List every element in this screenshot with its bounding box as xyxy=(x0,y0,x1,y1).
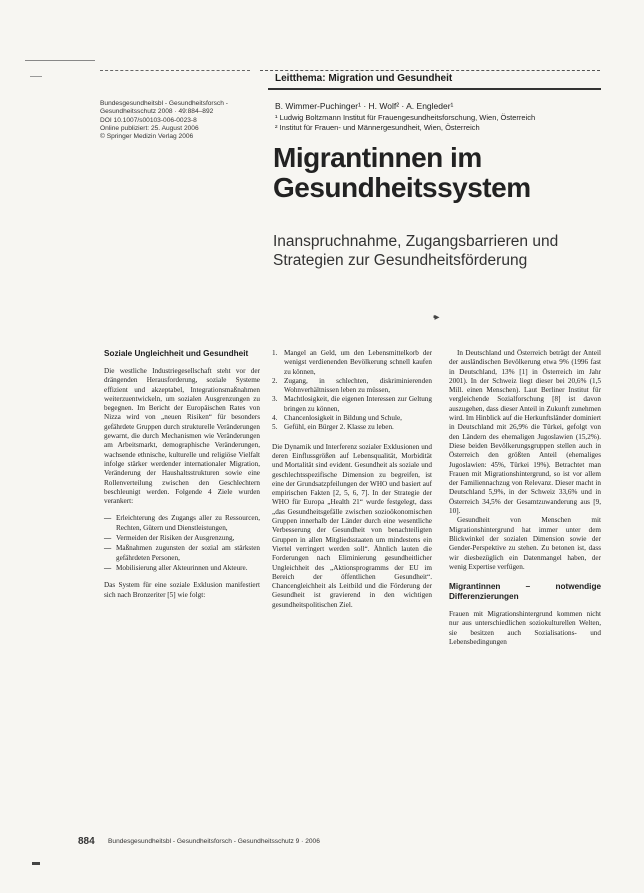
list-item: — Maßnahmen zugunsten der sozial am stärksten gefährdeten Personen, xyxy=(104,544,260,563)
list-item: 3. Machtlosigkeit, die eigenen Interessen zur Geltung bringen zu können, xyxy=(272,395,432,413)
title-line: Gesundheitssystem xyxy=(273,172,531,203)
metadata-line: DOI 10.1007/s00103-006-0023-8 xyxy=(100,116,197,124)
goal-list xyxy=(104,514,260,573)
article-title xyxy=(273,143,531,203)
footer-citation: Bundesgesundheitsbl - Gesundheitsforsch - Gesundheitsschutz 9 · 2006 xyxy=(108,838,320,845)
metadata-line: Online publiziert: 25. August 2006 xyxy=(100,124,199,132)
scan-speck: ▪▸ xyxy=(433,312,438,323)
article-subtitle xyxy=(273,232,558,270)
metadata-line: Gesundheitsschutz 2008 · 49:884–892 xyxy=(100,108,214,116)
title-line: Migrantinnen im xyxy=(273,142,482,173)
column-middle xyxy=(272,349,432,610)
list-item-text: Mangel an Geld, um den Lebensmittelkorb der wenigst verdienenden Bevölkerung schnell kaufen zu können, xyxy=(284,349,432,376)
list-item-text: Chancenlosigkeit in Bildung und Schule, xyxy=(284,414,402,423)
author-list: B. Wimmer-Puchinger¹ · H. Wolf² · A. Engleder¹ xyxy=(275,101,454,111)
list-item: 2. Zugang, in schlechten, diskriminierenden Wohnverhältnissen leben zu müssen, xyxy=(272,376,432,395)
scan-artifact-mark xyxy=(30,76,42,85)
list-item-text: Gefühl, ein Bürger 2. Klasse zu leben. xyxy=(284,423,394,432)
page-number: 884 xyxy=(78,836,95,847)
body-paragraph: Gesundheit von Menschen mit Migrationshintergrund hat immer unter dem Blickwinkel der sozialen Dimension sowie der Gender-Perspektive zu stehen. Zu betonen ist, dass wir diesbezüglich ein Datenmangel haben, der wenig Expertise verfügen. xyxy=(449,516,601,571)
header-rule-left xyxy=(100,70,250,71)
body-paragraph: Das System für eine soziale Exklusion manifestiert sich nach Bronzeriter [5] wie folgt: xyxy=(104,581,260,599)
list-item: — Erleichterung des Zugangs aller zu Ressourcen, Rechten, Gütern und Dienstleistungen, xyxy=(104,514,260,533)
list-item: 1. Mangel an Geld, um den Lebensmittelkorb der wenigst verdienenden Bevölkerung schnell kaufen zu können, xyxy=(272,349,432,376)
column-right xyxy=(449,349,601,647)
subtitle-line: Strategien zur Gesundheitsförderung xyxy=(273,252,528,269)
section-heading: Soziale Ungleichheit und Gesundheit xyxy=(104,349,249,358)
exclusion-list xyxy=(272,349,432,433)
scan-artifact-bar xyxy=(32,862,40,865)
section-heading: Migrantinnen – notwendige Differenzierungen xyxy=(449,582,601,602)
affiliation-line: ² Institut für Frauen- und Männergesundheit, Wien, Österreich xyxy=(275,123,480,132)
column-left xyxy=(104,349,260,600)
body-paragraph: Die westliche Industriegesellschaft steht vor der drängenden Herausforderung, soziale Systeme effizient und akzeptabel, Integrationsmaßnahmen weiterzuentwickeln, um sozialen Ausgrenzungen zu begegnen. Im Bericht der Europäischen Rates von Nizza wird von „neuen Risiken“ für besonders gefährdete Gruppen durch strukturelle Veränderungen gewarnt, die durch Mechanismen wie Veränderungen am Arbeitsmarkt, demographische Veränderungen, wachsende ethnische, kulturelle und religiöse Vielfalt infolge stärker werdender internationaler Migration, Veränderung der Haushaltsstrukturen sowie eine Rollenverteilung zwischen den Geschlechtern beschleunigt werden. Folgende 4 Ziele wurden verankert: xyxy=(104,367,260,506)
list-item: 5. Gefühl, ein Bürger 2. Klasse zu leben. xyxy=(272,423,394,432)
subtitle-line: Inanspruchnahme, Zugangsbarrieren und xyxy=(273,233,559,250)
body-paragraph: Die Dynamik und Interferenz sozialer Exklusionen und deren Einflussgrößen auf Lebensqualität, Morbidität und Mortalität sind evident. Gesundheit als soziale und geschlechtsspezifische Dimension zu begreifen, ist eine der Grundsatzpfeilungen der WHO und basiert auf empirischen Fakten [2, 5, 6, 7]. In der Strategie der WHO für Europa „Health 21“ wurde festgelegt, dass „das Gesundheitsgefälle zwischen sozioökonomischen Gruppen innerhalb der Länder durch eine wesentliche Verbesserung der Gesundheit von benachteiligten Gruppen in allen Mitgliedsstaaten um mindestens ein Viertel verringert werden soll“. Ähnlich lauten die Forderungen nach Eliminierung gesundheitlicher Ungleichheit des „Aktionsprogramms der EU im Bereich der öffentlichen Gesundheit“. Chancengleichheit als Leitbild und die Förderung der Gesundheit ist gravierend in den wichtigen gesundheitspolitischen Ziel. xyxy=(272,442,432,609)
body-paragraph: In Deutschland und Österreich beträgt der Anteil der ausländischen Bevölkerung etwa 9% (1996 fast in Deutschland, 13% [1] in Österreich im Jahr 2001). In der Schweiz liegt dieser bei 20,6% (1,5 Mill. einen Menschen). Laut Berliner Institut für vergleichende Sozialforschung [8] ist davon auszugehen, dass dieser Anteil in Zukunft zunehmen wird. Im Hinblick auf die Herkunftsländer dominiert in Deutschland mit 26,9% die Türkei, gefolgt von den Ländern des ehemaligen Jugoslawien (15,2%). Diese beiden Bevölkerungsgruppen stellen auch in Österreich den größten Anteil (ehemaliges Jugoslawien: 45%, Türkei 19%). Betrachtet man Frauen mit Migrationshintergrund, so ist vor allem der Familiennachzug von Relevanz. Dieser macht in Deutschland 5,9%, in der Schweiz 33,6% und in Österreich 34,5% der Gesamtzuwanderung aus [9, 10]. xyxy=(449,349,601,516)
header-rule xyxy=(260,70,600,71)
affiliation-line: ¹ Ludwig Boltzmann Institut für Frauengesundheitsforschung, Wien, Österreich xyxy=(275,113,536,122)
section-topic: Leitthema: Migration und Gesundheit xyxy=(275,73,453,84)
metadata-line: © Springer Medizin Verlag 2006 xyxy=(100,133,194,141)
list-item-text: Zugang, in schlechten, diskriminierenden Wohnverhältnissen leben zu müssen, xyxy=(284,376,432,395)
body-paragraph: Frauen mit Migrationshintergrund kommen nicht nur aus unterschiedlichen soziokulturellen Welten, sie besitzen auch Sozialisations- und Lebensbedingungen xyxy=(449,610,601,647)
header-underline xyxy=(268,88,601,90)
affiliations xyxy=(275,113,535,133)
publication-metadata xyxy=(100,100,260,141)
list-item: — Mobilisierung aller Akteurinnen und Akteure. xyxy=(104,564,260,573)
list-item-text: Machtlosigkeit, die eigenen Interessen zur Geltung bringen zu können, xyxy=(284,395,432,413)
list-item: — Vermeiden der Risiken der Ausgrenzung, xyxy=(104,534,260,543)
scan-artifact-line xyxy=(25,60,95,61)
list-item: 4. Chancenlosigkeit in Bildung und Schule, xyxy=(272,414,402,423)
metadata-line: Bundesgesundheitsbl - Gesundheitsforsch - xyxy=(100,100,228,107)
